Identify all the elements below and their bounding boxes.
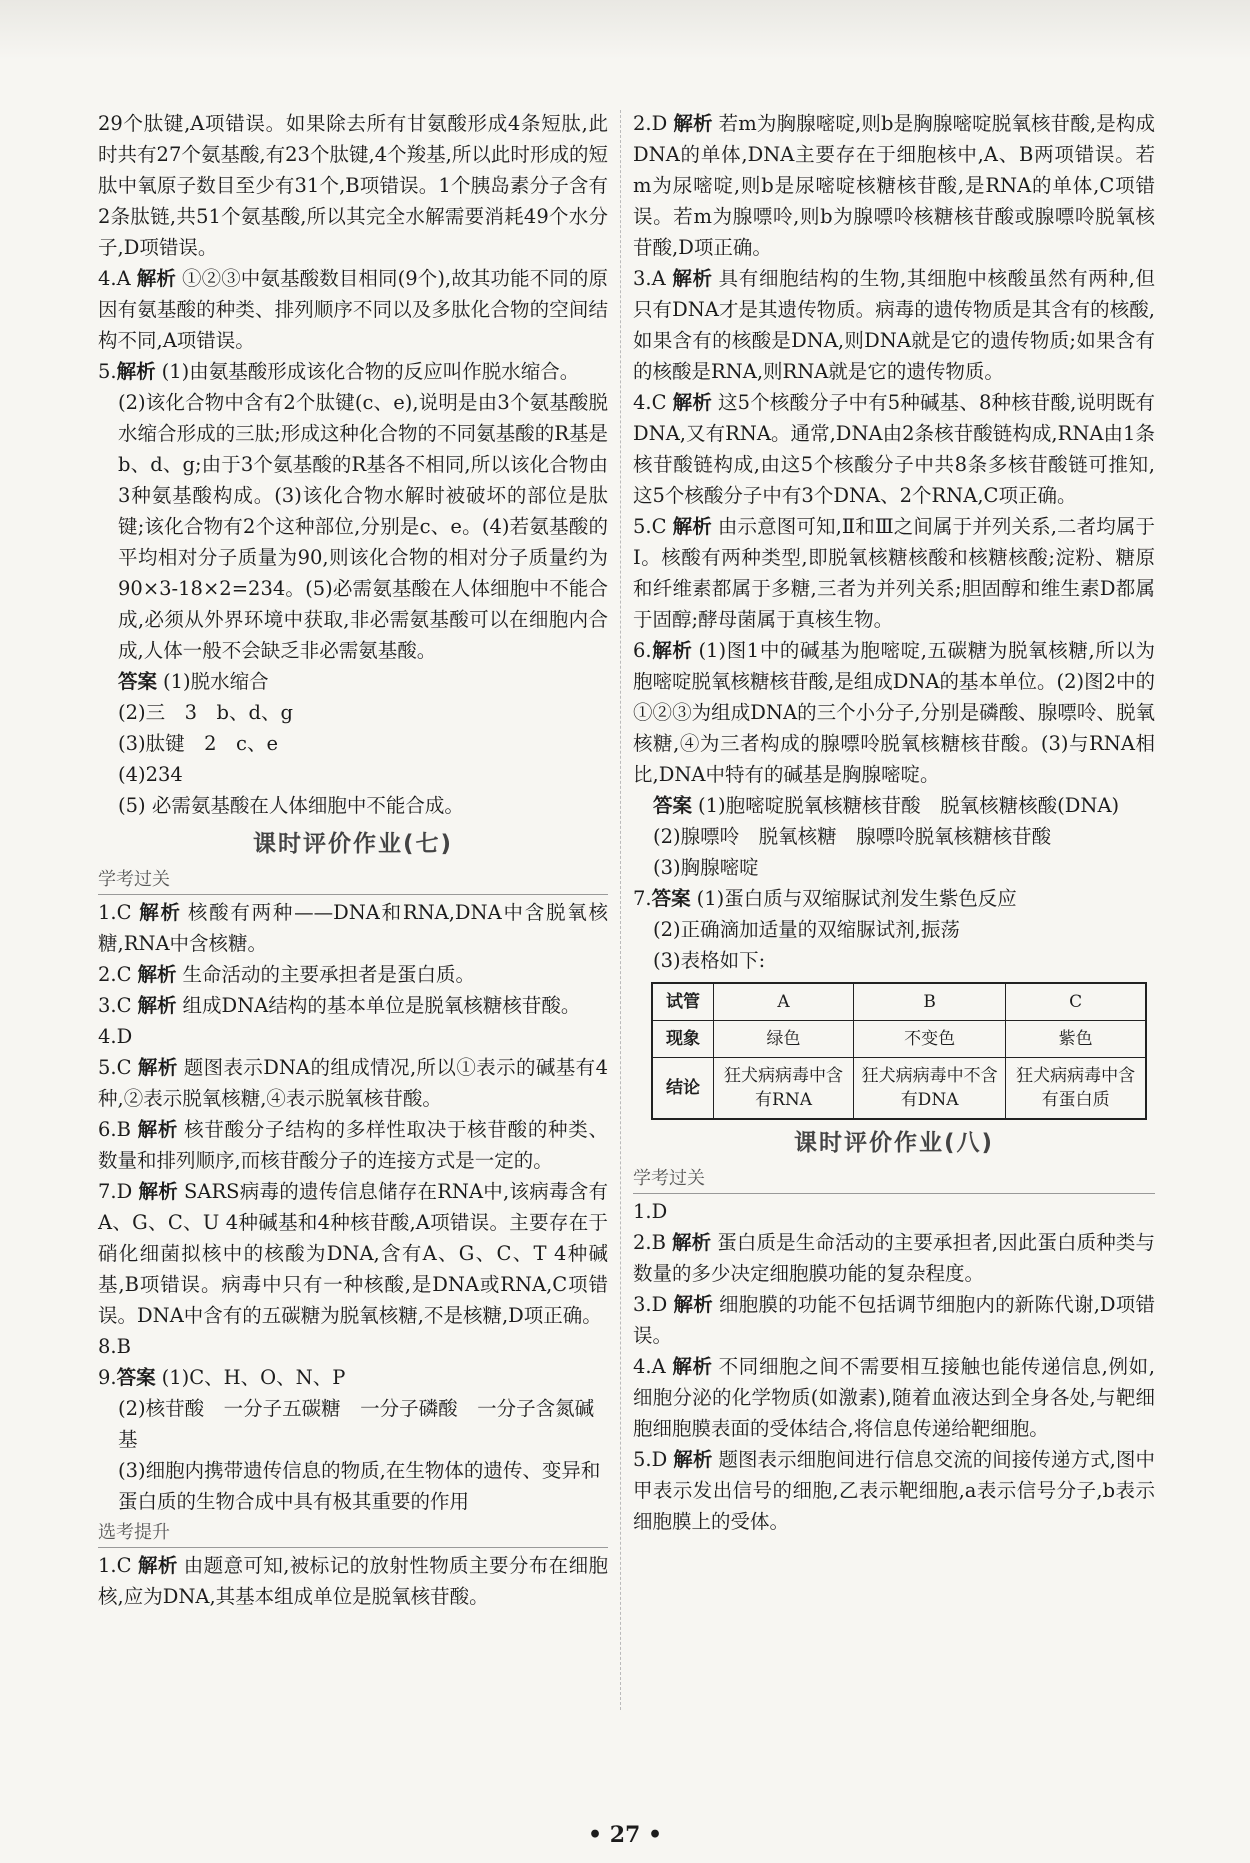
subsection-label: 学考过关	[98, 866, 608, 895]
page-number: • 27 •	[587, 1822, 663, 1848]
r-question-3: 3.A 解析 具有细胞结构的生物,其细胞中核酸虽然有两种,但只有DNA才是其遗传物质。病毒的遗传物质是其含有的核酸,如果含有的核酸是DNA,则DNA就是它的遗传物质;如果含有的核酸是RNA,则RNA就是它的遗传物质。	[633, 267, 1155, 383]
s7-question-7: 7.D 解析 SARS病毒的遗传信息储存在RNA中,该病毒含有A、G、C、U 4种碱基和4种核苷酸,A项错误。主要存在于硝化细菌拟核中的核酸为DNA,含有A、G、C、T 4种碱基,B项错误。病毒中只有一种核酸,是DNA或RNA,C项错误。DNA中含有的五碳糖为脱氧核糖,不是核糖,D项正确。	[98, 1180, 608, 1327]
s7-question-4: 4.D	[98, 1025, 133, 1048]
s7-question-3: 3.C 解析 组成DNA结构的基本单位是脱氧核糖核苷酸。	[98, 994, 581, 1017]
answer-line: (3)胸腺嘧啶	[653, 856, 759, 879]
scan-top-edge	[0, 0, 1250, 60]
s8-question-3: 3.D 解析 细胞膜的功能不包括调节细胞内的新陈代谢,D项错误。	[633, 1293, 1155, 1347]
right-column	[633, 108, 1155, 1537]
answer-line: (3)肽键 2 c、e	[118, 732, 278, 755]
subsection-label: 学考过关	[633, 1165, 1155, 1194]
s7-question-6: 6.B 解析 核苷酸分子结构的多样性取决于核苷酸的种类、数量和排列顺序,而核苷酸分子的连接方式是一定的。	[98, 1118, 608, 1172]
answer-line: (4)234	[118, 763, 183, 786]
answer-line: (2)三 3 b、d、g	[118, 701, 293, 724]
table-row: 试管 A B C	[652, 983, 1146, 1021]
continued-text: 29个肽键,A项错误。如果除去所有甘氨酸形成4条短肽,此时共有27个氨基酸,有23个肽键,4个羧基,所以此时形成的短肽中氧原子数目至少有31个,B项错误。1个胰岛素分子含有2条肽链,共51个氨基酸,所以其完全水解需要消耗49个水分子,D项错误。	[98, 112, 608, 259]
answer-line: (3)表格如下:	[653, 949, 766, 972]
question-5-answer: 答案 (1)脱水缩合	[118, 670, 269, 693]
left-column	[98, 108, 608, 1612]
s8-question-2: 2.B 解析 蛋白质是生命活动的主要承担者,因此蛋白质种类与数量的多少决定细胞膜功能的复杂程度。	[633, 1231, 1155, 1285]
s7-extra-question-1: 1.C 解析 由题意可知,被标记的放射性物质主要分布在细胞核,应为DNA,其基本组成单位是脱氧核苷酸。	[98, 1554, 608, 1608]
question-4: 4.A 解析 ①②③中氨基酸数目相同(9个),故其功能不同的原因有氨基酸的种类、排列顺序不同以及多肽化合物的空间结构不同,A项错误。	[98, 267, 608, 352]
s7-question-8: 8.B	[98, 1335, 131, 1358]
s8-question-1: 1.D	[633, 1200, 668, 1223]
question-5-explanation: (2)该化合物中含有2个肽键(c、e),说明是由3个氨基酸脱水缩合形成的三肽;形成这种化合物的不同氨基酸的R基是b、d、g;由于3个氨基酸的R基各不相同,所以该化合物由3种氨基酸构成。(3)该化合物水解时被破坏的部位是肽键;该化合物有2个这种部位,分别是c、e。(4)若氨基酸的平均相对分子质量为90,则该化合物的相对分子质量约为90×3-18×2=234。(5)必需氨基酸在人体细胞中不能合成,必须从外界环境中获取,非必需氨基酸可以在细胞内合成,人体一般不会缺乏非必需氨基酸。	[118, 391, 608, 662]
r-question-6: 6.解析 (1)图1中的碱基为胞嘧啶,五碳糖为脱氧核糖,所以为胞嘧啶脱氧核糖核苷酸,是组成DNA的基本单位。(2)图2中的①②③为组成DNA的三个小分子,分别是磷酸、腺嘌呤、脱氧核糖,④为三者构成的腺嘌呤脱氧核糖核苷酸。(3)与RNA相比,DNA中特有的碱基是胸腺嘧啶。	[633, 639, 1156, 786]
table-row: 现象 绿色 不变色 紫色	[652, 1021, 1146, 1058]
table-row: 结论 狂犬病病毒中含有RNA 狂犬病病毒中不含有DNA 狂犬病病毒中含有蛋白质	[652, 1058, 1146, 1120]
section-title-8: 课时评价作业(八)	[793, 1130, 995, 1156]
section-title-7: 课时评价作业(七)	[252, 831, 454, 857]
answer-line: (2)核苷酸 一分子五碳糖 一分子磷酸 一分子含氮碱基	[118, 1397, 595, 1451]
answer-line: (3)细胞内携带遗传信息的物质,在生物体的遗传、变异和蛋白质的生物合成中具有极其重要的作用	[118, 1459, 601, 1513]
question-5: 5.解析 (1)由氨基酸形成该化合物的反应叫作脱水缩合。	[98, 360, 580, 383]
result-table	[651, 982, 1147, 1120]
s7-question-9: 9.答案 (1)C、H、O、N、P	[98, 1366, 346, 1389]
s8-question-4: 4.A 解析 不同细胞之间不需要相互接触也能传递信息,例如,细胞分泌的化学物质(如激素),随着血液达到全身各处,与靶细胞细胞膜表面的受体结合,将信息传递给靶细胞。	[633, 1355, 1155, 1440]
r-question-4: 4.C 解析 这5个核酸分子中有5种碱基、8种核苷酸,说明既有DNA,又有RNA。通常,DNA由2条核苷酸链构成,RNA由1条核苷酸链构成,由这5个核酸分子中共8条多核苷酸链可推知,这5个核酸分子中有3个DNA、2个RNA,C项正确。	[633, 391, 1155, 507]
s8-question-5: 5.D 解析 题图表示细胞间进行信息交流的间接传递方式,图中甲表示发出信号的细胞,乙表示靶细胞,a表示信号分子,b表示细胞膜上的受体。	[633, 1448, 1155, 1533]
answer-line: (2)腺嘌呤 脱氧核糖 腺嘌呤脱氧核糖核苷酸	[653, 825, 1052, 848]
r-question-2: 2.D 解析 若m为胸腺嘧啶,则b是胸腺嘧啶脱氧核苷酸,是构成DNA的单体,DNA主要存在于细胞核中,A、B两项错误。若m为尿嘧啶,则b是尿嘧啶核糖核苷酸,是RNA的单体,C项错误。若m为腺嘌呤,则b为腺嘌呤核糖核苷酸或腺嘌呤脱氧核苷酸,D项正确。	[633, 112, 1155, 259]
answer-line: (5) 必需氨基酸在人体细胞中不能合成。	[118, 794, 464, 817]
subsection-label: 选考提升	[98, 1519, 608, 1548]
r-question-6-answer: 答案 (1)胞嘧啶脱氧核糖核苷酸 脱氧核糖核酸(DNA)	[653, 794, 1120, 817]
r-question-7: 7.答案 (1)蛋白质与双缩脲试剂发生紫色反应	[633, 887, 1017, 910]
s7-question-5: 5.C 解析 题图表示DNA的组成情况,所以①表示的碱基有4种,②表示脱氧核糖,④表示脱氧核苷酸。	[98, 1056, 608, 1110]
r-question-5: 5.C 解析 由示意图可知,Ⅱ和Ⅲ之间属于并列关系,二者均属于Ⅰ。核酸有两种类型,即脱氧核糖核酸和核糖核酸;淀粉、糖原和纤维素都属于多糖,三者为并列关系;胆固醇和维生素D都属于固醇;酵母菌属于真核生物。	[633, 515, 1155, 631]
s7-question-1: 1.C 解析 核酸有两种——DNA和RNA,DNA中含脱氧核糖,RNA中含核糖。	[98, 901, 608, 955]
s7-question-2: 2.C 解析 生命活动的主要承担者是蛋白质。	[98, 963, 476, 986]
column-divider	[620, 110, 621, 1710]
answer-line: (2)正确滴加适量的双缩脲试剂,振荡	[653, 918, 960, 941]
